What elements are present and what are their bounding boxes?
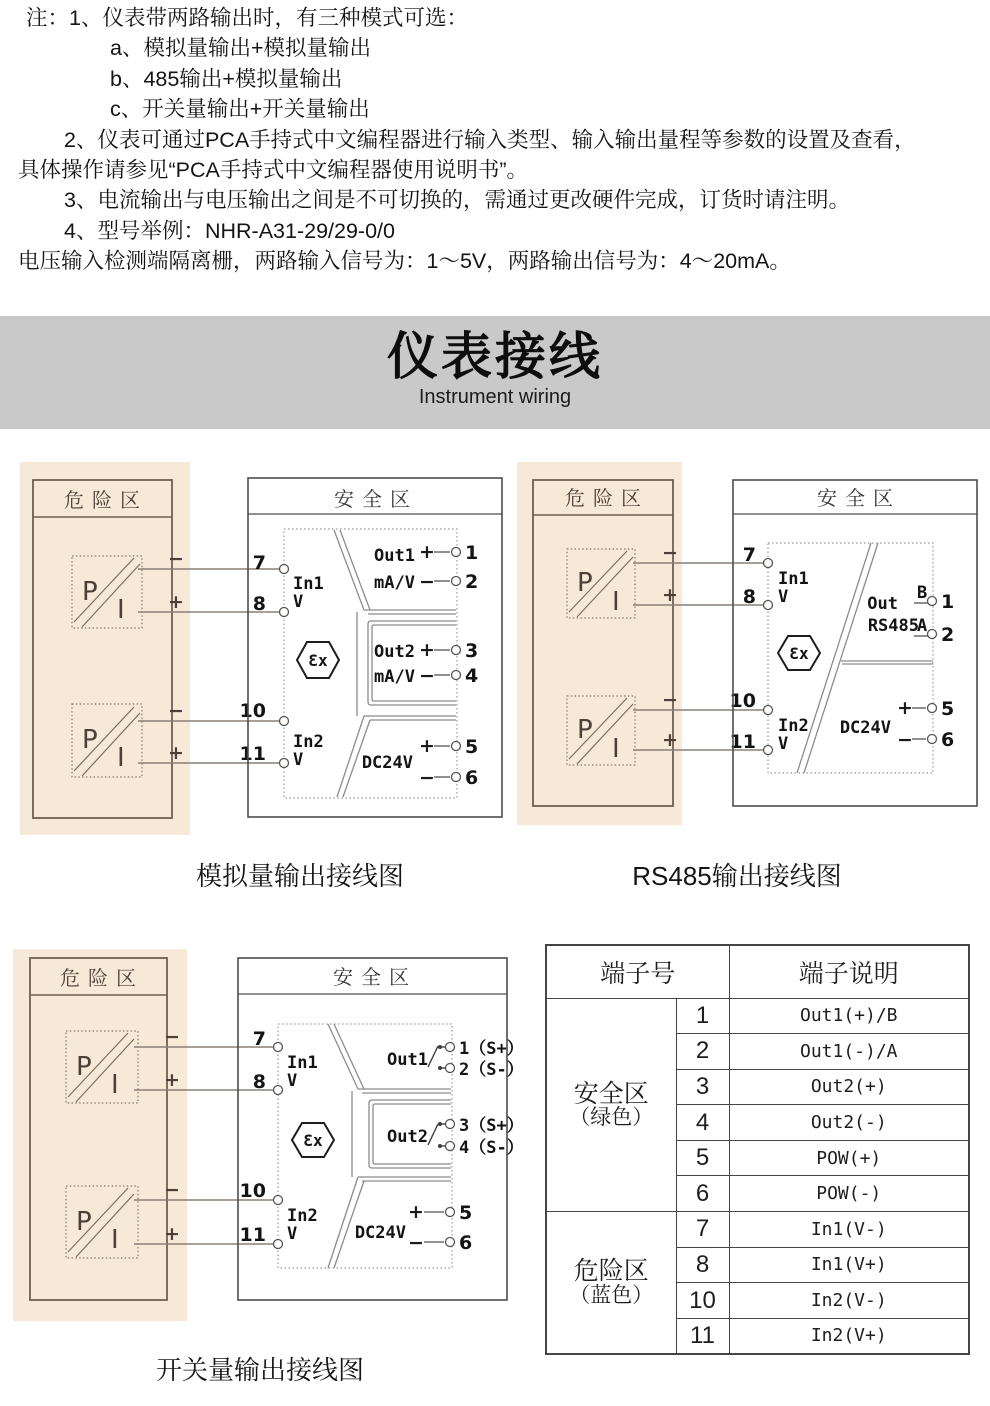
terminal-3-number: 3: [465, 640, 479, 662]
hazard-zone-group-label: [546, 1212, 676, 1354]
rs485-label: RS485: [867, 616, 919, 636]
zone-name: 安全区: [573, 1079, 649, 1108]
in2-label: In2: [287, 1206, 318, 1226]
wire-polarity: +: [168, 591, 184, 613]
terminal-desc: Out1(+)/B: [729, 998, 969, 1034]
terminal-no: 4: [676, 1105, 729, 1141]
out1-label: Out1: [387, 1050, 428, 1070]
in2-label: In2: [293, 732, 324, 752]
dc24v-label: DC24V: [839, 718, 891, 738]
wire-polarity: +: [168, 742, 184, 764]
p-label: P: [76, 1207, 92, 1237]
i-label: I: [111, 1225, 119, 1255]
table-row: [546, 1212, 969, 1248]
hazard-zone-title: 危险区: [64, 488, 148, 512]
line-b-label: B: [917, 583, 928, 603]
note-line-2: 2、仪表可通过PCA手持式中文编程器进行输入类型、输入输出量程等参数的设置及查看，: [64, 127, 916, 152]
terminal-10-number: 10: [239, 1180, 266, 1202]
note-line-4: 4、型号举例：NHR-A31-29/29-0/0: [64, 218, 395, 243]
out2-label: Out2: [374, 642, 415, 662]
wire-polarity: −: [168, 548, 184, 570]
zone-name: 危险区: [573, 1257, 649, 1286]
p-label: P: [577, 715, 593, 745]
power-section: [840, 697, 954, 751]
wire-polarity: +: [164, 1223, 180, 1245]
polarity: −: [419, 665, 435, 687]
analog-diagram: [20, 462, 502, 835]
note-line-a: a、模拟量输出+模拟量输出: [110, 36, 372, 61]
terminal-10-number: 10: [729, 690, 756, 712]
terminal-5-number: 5: [465, 736, 479, 758]
polarity: −: [419, 571, 435, 593]
p-label: P: [577, 568, 593, 598]
in1-v-label: V: [778, 587, 789, 607]
terminal-11-number: 11: [239, 1224, 266, 1246]
terminal-no: 11: [676, 1318, 729, 1354]
terminal-desc: In1(V-): [729, 1212, 969, 1248]
output-section-out2: [374, 639, 478, 687]
polarity: −: [408, 1232, 424, 1254]
polarity: +: [408, 1201, 424, 1223]
terminal-no: 10: [676, 1283, 729, 1319]
out-label: Out: [867, 594, 898, 614]
terminal-4-label: 4（S-）: [459, 1138, 524, 1158]
hazard-zone-title: 危险区: [60, 966, 144, 990]
terminal-2-number: 2: [465, 571, 479, 593]
hazard-area-background: [20, 462, 190, 835]
p-label: P: [76, 1052, 92, 1082]
note-line-5: 电压输入检测端隔离栅，两路输入信号为：1～5V，两路输出信号为：4～20mA。: [18, 249, 791, 274]
note-line-3: 3、电流输出与电压输出之间是不可切换的，需通过更改硬件完成，订货时请注明。: [64, 188, 850, 213]
polarity: +: [419, 541, 435, 563]
rs485-diagram: [517, 462, 977, 825]
terminal-no: 7: [676, 1212, 729, 1248]
in2-v-label: V: [778, 734, 789, 754]
in1-label: In1: [293, 574, 324, 594]
note-line-2b: 具体操作请参见“PCA手持式中文编程器使用说明书”。: [18, 158, 529, 183]
in2-v-label: V: [287, 1224, 298, 1244]
line-a-label: A: [917, 616, 928, 636]
wire-polarity: −: [662, 542, 678, 564]
safe-zone-title: 安全区: [817, 486, 901, 510]
dc24v-label: DC24V: [361, 753, 413, 773]
terminal-5-number: 5: [459, 1202, 473, 1224]
terminal-no: 5: [676, 1140, 729, 1176]
terminal-desc: Out2(+): [729, 1069, 969, 1105]
ex-mark: [292, 1123, 334, 1157]
terminal-8-number: 8: [252, 593, 266, 615]
in1-label: In1: [287, 1053, 318, 1073]
switch-output-1: [387, 1038, 524, 1080]
p-label: P: [82, 577, 98, 607]
terminal-6-number: 6: [465, 767, 479, 789]
hazard-area-background: [13, 949, 187, 1321]
ex-icon: Ɛx: [308, 651, 328, 670]
i-label: I: [612, 734, 620, 764]
terminal-2-label: 2（S-）: [459, 1060, 524, 1080]
terminal-desc-header: 端子说明: [729, 945, 969, 998]
in2-label: In2: [778, 716, 809, 736]
terminal-no: 6: [676, 1176, 729, 1212]
wire-polarity: −: [168, 700, 184, 722]
dc24v-label: DC24V: [354, 1223, 406, 1243]
terminal-7-number: 7: [252, 1028, 266, 1050]
wire-polarity: +: [662, 729, 678, 751]
terminal-6-number: 6: [459, 1232, 473, 1254]
polarity: −: [897, 729, 913, 751]
input-terminals: [274, 1043, 283, 1249]
in2-v-label: V: [293, 750, 304, 770]
switch-output-2: [387, 1115, 524, 1158]
terminal-desc: Out2(-): [729, 1105, 969, 1141]
polarity: −: [419, 767, 435, 789]
terminal-table: [545, 944, 970, 1355]
terminal-2-number: 2: [941, 624, 955, 646]
banner-subtitle: Instrument wiring: [418, 386, 572, 409]
in1-v-label: V: [287, 1071, 298, 1091]
ex-icon: Ɛx: [789, 644, 809, 663]
wire-polarity: +: [164, 1069, 180, 1091]
terminal-no: 1: [676, 998, 729, 1034]
terminal-8-number: 8: [742, 586, 756, 608]
in1-label: In1: [778, 569, 809, 589]
table-header-row: [546, 945, 969, 998]
terminal-no: 8: [676, 1247, 729, 1283]
terminal-10-number: 10: [239, 700, 266, 722]
terminal-7-number: 7: [742, 544, 756, 566]
terminal-no: 3: [676, 1069, 729, 1105]
power-section: [355, 1201, 472, 1254]
terminal-4-number: 4: [465, 665, 479, 687]
in1-v-label: V: [293, 592, 304, 612]
terminal-1-label: 1（S+）: [459, 1039, 524, 1059]
hazard-zone-title: 危险区: [565, 486, 649, 510]
polarity: +: [897, 697, 913, 719]
safe-zone-title: 安全区: [334, 487, 418, 511]
table-row: [546, 998, 969, 1034]
zone-color: （蓝色）: [569, 1283, 654, 1307]
out1-label: Out1: [374, 546, 415, 566]
terminal-desc: In2(V+): [729, 1318, 969, 1354]
terminal-11-number: 11: [239, 743, 266, 765]
out1-unit-label: mA/V: [374, 573, 415, 593]
power-section: [362, 735, 478, 789]
i-label: I: [117, 743, 125, 773]
switch-diagram-caption: 开关量输出接线图: [155, 1355, 364, 1385]
i-label: I: [117, 595, 125, 625]
terminal-desc: POW(+): [729, 1140, 969, 1176]
out2-unit-label: mA/V: [374, 667, 415, 687]
p-label: P: [82, 725, 98, 755]
output-section-out1: [374, 541, 478, 593]
switch-diagram: [13, 949, 524, 1321]
analog-diagram-caption: 模拟量输出接线图: [195, 861, 404, 891]
safe-zone-group-label: [546, 998, 676, 1212]
note-line-c: c、开关量输出+开关量输出: [110, 97, 370, 122]
safe-zone-title: 安全区: [333, 965, 417, 989]
wire-polarity: −: [164, 1179, 180, 1201]
wire-polarity: −: [662, 689, 678, 711]
terminal-desc: In2(V-): [729, 1283, 969, 1319]
polarity: +: [419, 735, 435, 757]
note-line-1: 注：1、仪表带两路输出时，有三种模式可选：: [26, 6, 468, 30]
banner-title: 仪表接线: [386, 328, 603, 385]
terminal-11-number: 11: [729, 731, 756, 753]
terminal-1-number: 1: [941, 591, 955, 613]
terminal-5-number: 5: [941, 698, 955, 720]
wire-polarity: −: [164, 1026, 180, 1048]
i-label: I: [612, 587, 620, 617]
polarity: +: [419, 639, 435, 661]
terminal-7-number: 7: [252, 552, 266, 574]
terminal-no: 2: [676, 1034, 729, 1070]
terminal-6-number: 6: [941, 729, 955, 751]
terminal-number-header: 端子号: [546, 945, 729, 998]
zone-color: （绿色）: [569, 1105, 654, 1129]
terminal-1-number: 1: [465, 542, 479, 564]
wire-polarity: +: [662, 584, 678, 606]
out2-label: Out2: [387, 1127, 428, 1147]
hazard-area-background: [517, 462, 682, 825]
terminal-3-label: 3（S+）: [459, 1116, 524, 1136]
ex-icon: Ɛx: [303, 1131, 323, 1150]
i-label: I: [111, 1070, 119, 1100]
ex-mark: [297, 642, 339, 678]
terminal-desc: Out1(-)/A: [729, 1034, 969, 1070]
rs485-output-section: [867, 583, 954, 646]
ex-mark: [778, 636, 820, 670]
note-line-b: b、485输出+模拟量输出: [110, 66, 343, 91]
terminal-desc: POW(-): [729, 1176, 969, 1212]
terminal-desc: In1(V+): [729, 1247, 969, 1283]
input-terminals: [280, 565, 289, 768]
rs485-diagram-caption: RS485输出接线图: [632, 861, 842, 891]
terminal-8-number: 8: [252, 1071, 266, 1093]
